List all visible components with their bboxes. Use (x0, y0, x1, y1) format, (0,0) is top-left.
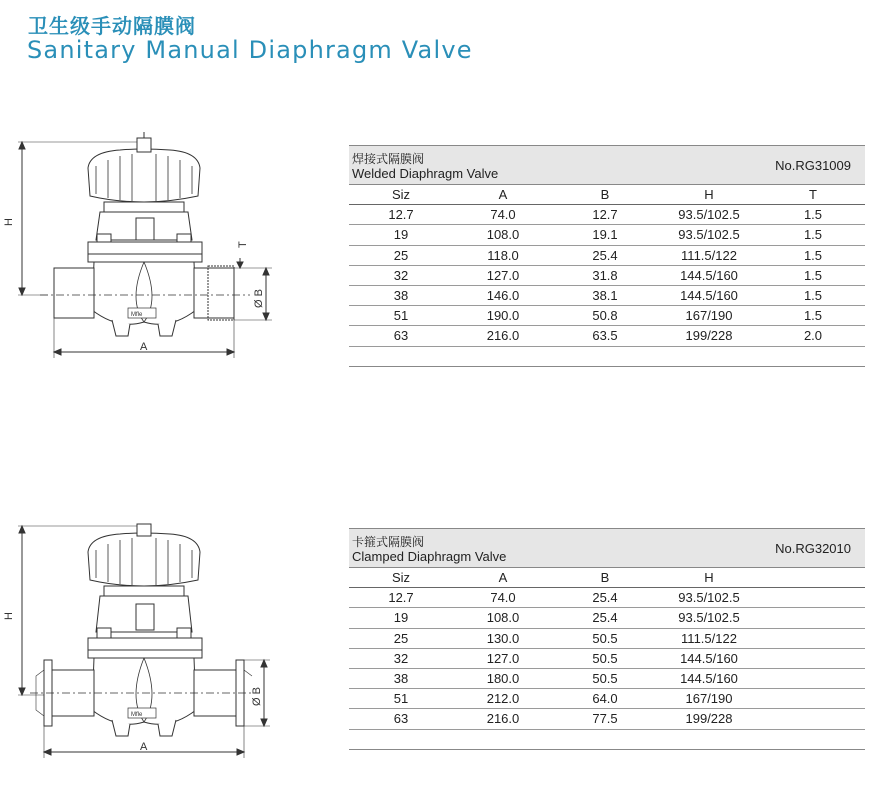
table-cell: 19 (349, 608, 453, 628)
table-cell (761, 608, 865, 628)
table-cell: 144.5/160 (657, 648, 761, 668)
table-cell: 63.5 (553, 326, 657, 346)
table-cell: 51 (349, 306, 453, 326)
table-cell (553, 346, 657, 366)
table-row (349, 608, 865, 628)
table-cell: 111.5/122 (657, 628, 761, 648)
table-cell (453, 729, 553, 749)
table-cell: 51 (349, 689, 453, 709)
column-header: Siz (349, 185, 453, 205)
table-cell: 180.0 (453, 668, 553, 688)
table-cell: 216.0 (453, 709, 553, 729)
table-cell: 144.5/160 (657, 285, 761, 305)
table-row (349, 588, 865, 608)
table-cell: 50.8 (553, 306, 657, 326)
table-cell (761, 689, 865, 709)
table-cell (349, 729, 453, 749)
table-row (349, 285, 865, 305)
table-cell: 12.7 (553, 205, 657, 225)
spec-grid (349, 185, 865, 367)
table-cell: 12.7 (349, 588, 453, 608)
dim-b-label: Ø B (251, 687, 263, 706)
table-row (349, 245, 865, 265)
spec-name-cn: 卡箍式隔膜阀 (352, 535, 425, 549)
table-cell: 50.5 (553, 668, 657, 688)
dim-a-label: A (140, 341, 148, 353)
table-cell: 25 (349, 628, 453, 648)
table-cell: 1.5 (761, 265, 865, 285)
table-cell: 1.5 (761, 245, 865, 265)
dim-t-label: T (237, 241, 249, 248)
table-row (349, 205, 865, 225)
body-mark: Mfle (131, 712, 143, 718)
table-cell: 199/228 (657, 326, 761, 346)
table-cell: 32 (349, 265, 453, 285)
table-cell: 25.4 (553, 588, 657, 608)
column-header: Siz (349, 568, 453, 588)
table-cell: 1.5 (761, 205, 865, 225)
table-cell: 50.5 (553, 648, 657, 668)
table-cell: 63 (349, 326, 453, 346)
table-cell (761, 709, 865, 729)
table-cell: 74.0 (453, 205, 553, 225)
table-cell: 38 (349, 285, 453, 305)
column-header-row (349, 185, 865, 205)
table-cell: 146.0 (453, 285, 553, 305)
table-cell: 63 (349, 709, 453, 729)
table-cell (761, 648, 865, 668)
table-cell (657, 729, 761, 749)
table-cell: 25.4 (553, 608, 657, 628)
spec-grid (349, 568, 865, 750)
column-header: H (657, 185, 761, 205)
table-cell: 1.5 (761, 225, 865, 245)
table-cell (761, 588, 865, 608)
table-row (349, 689, 865, 709)
table-cell: 111.5/122 (657, 245, 761, 265)
dim-b-label: Ø B (253, 289, 265, 308)
column-header-row (349, 568, 865, 588)
table-row (349, 265, 865, 285)
table-cell: 93.5/102.5 (657, 608, 761, 628)
table-cell (761, 628, 865, 648)
table-cell: 199/228 (657, 709, 761, 729)
table-cell: 118.0 (453, 245, 553, 265)
table-cell: 144.5/160 (657, 668, 761, 688)
column-header: A (453, 568, 553, 588)
table-row (349, 648, 865, 668)
column-header: H (657, 568, 761, 588)
table-cell: 1.5 (761, 306, 865, 326)
page-title-cn: 卫生级手动隔膜阀 (28, 14, 196, 38)
table-cell: 93.5/102.5 (657, 205, 761, 225)
spec-name-en: Clamped Diaphragm Valve (352, 549, 507, 564)
table-cell: 216.0 (453, 326, 553, 346)
table-cell: 190.0 (453, 306, 553, 326)
table-cell: 1.5 (761, 285, 865, 305)
column-header: A (453, 185, 553, 205)
table-cell (349, 346, 453, 366)
table-cell: 2.0 (761, 326, 865, 346)
spec-name-en: Welded Diaphragm Valve (352, 166, 499, 181)
spec-table-header (349, 146, 865, 185)
table-cell: 12.7 (349, 205, 453, 225)
table-row (349, 668, 865, 688)
table-cell: 38 (349, 668, 453, 688)
table-cell: 50.5 (553, 628, 657, 648)
column-header: B (553, 185, 657, 205)
spec-table-header (349, 529, 865, 568)
table-cell: 93.5/102.5 (657, 225, 761, 245)
table-cell: 74.0 (453, 588, 553, 608)
welded-valve-drawing (0, 130, 300, 370)
spec-table-welded (349, 145, 865, 367)
table-cell: 108.0 (453, 608, 553, 628)
table-spacer-row (349, 729, 865, 749)
table-cell (761, 668, 865, 688)
table-cell (553, 729, 657, 749)
table-row (349, 628, 865, 648)
column-header: T (761, 185, 865, 205)
table-cell: 130.0 (453, 628, 553, 648)
table-row (349, 306, 865, 326)
spec-name-cn: 焊接式隔膜阀 (352, 152, 425, 166)
dim-h-label: H (3, 218, 15, 226)
table-cell: 144.5/160 (657, 265, 761, 285)
table-cell: 25 (349, 245, 453, 265)
table-row (349, 326, 865, 346)
table-cell: 127.0 (453, 265, 553, 285)
table-cell: 64.0 (553, 689, 657, 709)
table-cell: 19 (349, 225, 453, 245)
table-cell (761, 729, 865, 749)
table-cell (657, 346, 761, 366)
table-cell: 31.8 (553, 265, 657, 285)
table-row (349, 225, 865, 245)
table-cell: 93.5/102.5 (657, 588, 761, 608)
table-cell: 167/190 (657, 689, 761, 709)
table-cell: 25.4 (553, 245, 657, 265)
table-spacer-row (349, 346, 865, 366)
body-mark: Mfle (131, 312, 143, 318)
table-row (349, 709, 865, 729)
spec-model-no: No.RG32010 (775, 541, 851, 556)
table-cell (761, 346, 865, 366)
table-cell: 32 (349, 648, 453, 668)
page-title-en: Sanitary Manual Diaphragm Valve (27, 36, 473, 64)
table-cell: 38.1 (553, 285, 657, 305)
column-header: B (553, 568, 657, 588)
table-cell: 212.0 (453, 689, 553, 709)
spec-model-no: No.RG31009 (775, 158, 851, 173)
clamped-valve-drawing (0, 520, 300, 770)
table-cell (453, 346, 553, 366)
table-cell: 77.5 (553, 709, 657, 729)
spec-table-clamped (349, 528, 865, 750)
table-cell: 19.1 (553, 225, 657, 245)
table-cell: 108.0 (453, 225, 553, 245)
column-header (761, 568, 865, 588)
table-cell: 167/190 (657, 306, 761, 326)
dim-h-label: H (3, 612, 15, 620)
dim-a-label: A (140, 741, 148, 753)
table-cell: 127.0 (453, 648, 553, 668)
